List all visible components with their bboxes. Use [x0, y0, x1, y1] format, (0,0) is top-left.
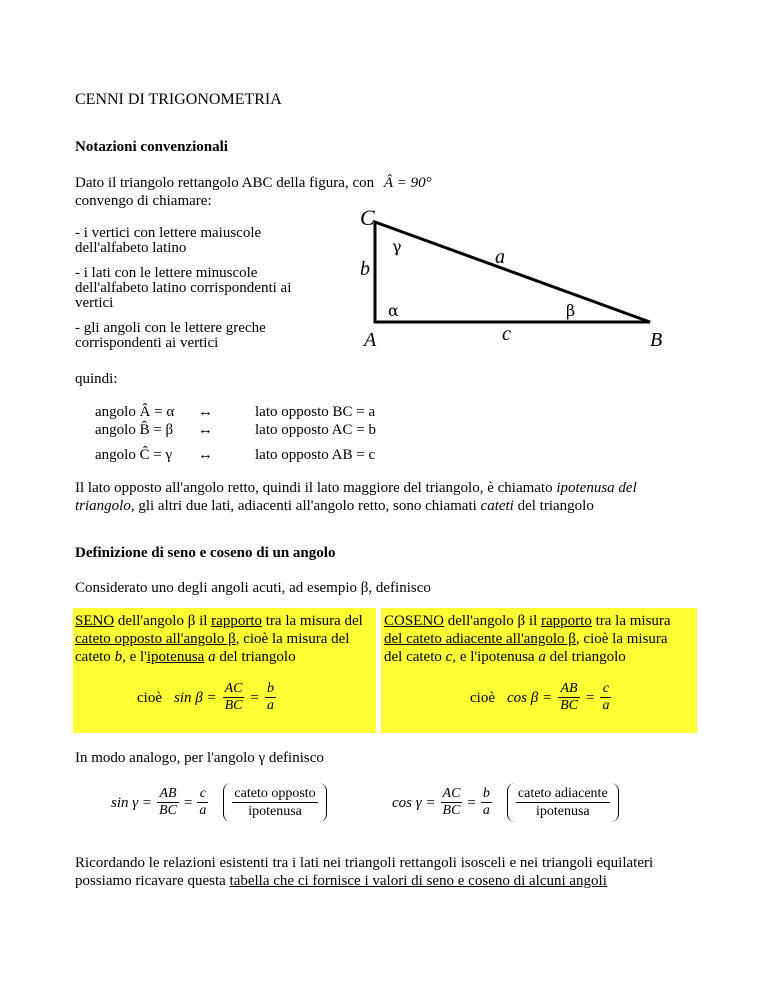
section-heading-notations: Notazioni convenzionali [75, 139, 228, 155]
coseno-line1 [384, 612, 671, 630]
seno-text-end: tra la misura del [262, 613, 363, 629]
angle-label-gamma: γ [392, 237, 402, 256]
closing-line1: Ricordando le relazioni esistenti tra i lati nei triangoli rettangoli isosceli e nei triangoli equilateri [75, 855, 654, 871]
intro-line2: convengo di chiamare: [75, 193, 212, 209]
mapping-angle-alpha: angolo Â = α [95, 404, 175, 420]
coseno-fraction-1 [558, 681, 580, 714]
bullet-vertices-line2: dell'alfabeto latino [75, 240, 187, 256]
triangle-shape [375, 222, 650, 322]
frac-num: b [482, 786, 490, 801]
bullet-sides-line2: dell'alfabeto latino corrispondenti ai [75, 280, 292, 296]
section2-intro: Considerato uno degli angoli acuti, ad esempio β, definisco [75, 580, 431, 596]
words-den: ipotenusa [248, 804, 302, 819]
coseno-cateto-adiacente: del cateto adiacente all'angolo β [384, 631, 576, 647]
coseno-formula: cioè cos β = $\frac{AB}{BC}$ = $\frac{c}{a}$ [470, 681, 610, 713]
sin-gamma-frac-1 [157, 786, 179, 819]
frac-num: AC [224, 681, 243, 696]
words-num: cateto adiacente [517, 786, 608, 801]
mapping-side-c: lato opposto AB = c [255, 447, 376, 463]
hyp-term: ipotenusa del [556, 480, 637, 496]
words-num: cateto opposto [234, 786, 316, 801]
frac-den: a [482, 803, 490, 818]
seno-text: dell'angolo β il [114, 613, 212, 629]
coseno-rapporto: rapporto [541, 613, 592, 629]
bullet-sides-line3: vertici [75, 295, 114, 311]
intro-line1: Dato il triangolo rettangolo ABC della figura, con [75, 175, 375, 191]
frac-den: BC [159, 803, 177, 818]
frac-num: b [266, 681, 274, 696]
coseno-line3 [384, 648, 626, 666]
seno-fraction-2 [265, 681, 276, 714]
coseno-l3f: a [538, 649, 546, 665]
frac-den: a [602, 698, 610, 713]
words-den: ipotenusa [535, 804, 590, 819]
side-label-b: b [360, 258, 370, 280]
hyp-term-cont: triangolo [75, 498, 131, 514]
quindi-label: quindi: [75, 371, 118, 387]
coseno-text-end: tra la misura [591, 613, 671, 629]
cateti-text: , gli altri due lati, adiacenti all'angolo retto, sono chiamati [130, 498, 481, 514]
angle-label-beta: β [566, 301, 576, 320]
seno-line2 [75, 630, 349, 648]
frac-num: AB [157, 786, 179, 803]
cos-gamma-fn: cos γ = [392, 794, 436, 811]
frac-den: a [266, 698, 274, 713]
frac-den: BC [442, 803, 461, 818]
intro-text [75, 174, 432, 192]
coseno-term: COSENO [384, 613, 445, 629]
mapping-arrow: ↔ [198, 422, 213, 438]
cos-gamma-formula: cos γ = $\frac{AC}{BC}$ = $\frac{b}{a}$ $\frac{\text{cateto adiacente}}{\text{ipotenusa}}$ [392, 783, 619, 822]
cos-gamma-words [507, 783, 619, 822]
frac-den: a [199, 803, 207, 818]
mapping-arrow: ↔ [198, 404, 213, 420]
closing-line2 [75, 872, 607, 890]
seno-line1 [75, 612, 363, 630]
section-heading-definitions: Definizione di seno e coseno di un angolo [75, 545, 336, 561]
right-triangle-figure [340, 200, 680, 360]
coseno-l3b: c [445, 649, 453, 665]
bullet-angles-line2: corrispondenti ai vertici [75, 335, 219, 351]
page-title: CENNI DI TRIGONOMETRIA [75, 91, 282, 108]
seno-ipotenusa: ipotenusa [146, 649, 205, 665]
coseno-formula-fn: cos β = [506, 689, 553, 706]
seno-formula-fn: sin β = [173, 689, 217, 706]
angle-label-alpha: α [388, 301, 399, 320]
cos-gamma-frac-2 [481, 786, 492, 819]
seno-l3c: , e l' [122, 649, 147, 665]
closing-line2-text: possiamo ricavare questa [75, 873, 230, 889]
sin-gamma-formula: sin γ = $\frac{AB}{BC}$ = $\frac{c}{a}$ $\frac{\text{cateto opposto}}{\text{ipotenusa}}$ [111, 783, 327, 822]
mapping-angle-gamma: angolo Ĉ = γ [95, 447, 173, 463]
frac-den: BC [224, 698, 243, 713]
mapping-side-a: lato opposto BC = a [255, 404, 376, 420]
vertex-label-B: B [650, 329, 663, 351]
seno-rapporto: rapporto [211, 613, 262, 629]
cos-gamma-frac-1 [441, 786, 463, 819]
mapping-side-b: lato opposto AC = b [255, 422, 376, 438]
side-label-c: c [502, 323, 511, 345]
coseno-l3g: del triangolo [545, 649, 626, 665]
side-label-a: a [495, 246, 505, 268]
mapping-angle-beta: angolo B̂ = β [95, 422, 174, 438]
sin-gamma-fn: sin γ = [111, 794, 153, 811]
hypotenuse-paragraph-line2 [75, 497, 594, 515]
coseno-l3c: , e l'ipotenusa [452, 649, 539, 665]
hypotenuse-paragraph-line1 [75, 479, 637, 497]
vertex-label-C: C [360, 205, 375, 230]
seno-fraction-1 [223, 681, 245, 714]
seno-l3b: b [114, 649, 123, 665]
table-reference: tabella che ci fornisce i valori di seno e coseno di alcuni angoli [229, 873, 607, 889]
cateti-term: cateti [480, 498, 514, 514]
seno-cateto-opposto: cateto opposto all'angolo β [75, 631, 236, 647]
coseno-formula-prefix: cioè [470, 689, 495, 706]
frac-num: c [600, 681, 611, 698]
seno-formula: cioè sin β = $\frac{AC}{BC}$ = $\frac{b}{a}$ [137, 681, 274, 713]
sin-gamma-words [223, 783, 326, 822]
frac-num: AB [558, 681, 580, 698]
sin-gamma-frac-2 [197, 786, 208, 819]
vertex-label-A: A [364, 329, 377, 351]
coseno-line2-rest: , cioè la misura [575, 631, 668, 647]
seno-l3a: cateto [75, 649, 115, 665]
frac-num: c [197, 786, 208, 803]
coseno-fraction-2 [600, 681, 611, 714]
seno-formula-prefix: cioè [137, 689, 162, 706]
frac-num: AC [442, 786, 461, 801]
mapping-arrow: ↔ [198, 447, 213, 463]
coseno-l3a: del cateto [384, 649, 446, 665]
seno-line2-rest: , cioè la misura del [235, 631, 350, 647]
seno-line3 [75, 648, 296, 666]
right-angle-formula: Â = 90° [383, 175, 432, 191]
coseno-line2 [384, 630, 668, 648]
coseno-text: dell'angolo β il [444, 613, 542, 629]
frac-den: BC [560, 698, 578, 713]
seno-l3f: a [208, 649, 216, 665]
gamma-intro: In modo analogo, per l'angolo γ definisco [75, 750, 324, 766]
bullet-sides-line1: - i lati con le lettere minuscole [75, 265, 258, 281]
bullet-angles-line1: - gli angoli con le lettere greche [75, 320, 266, 336]
seno-l3g: del triangolo [215, 649, 296, 665]
cateti-text-end: del triangolo [513, 498, 594, 514]
seno-term: SENO [75, 613, 115, 629]
hyp-text: Il lato opposto all'angolo retto, quindi il lato maggiore del triangolo, è chiamato [75, 480, 557, 496]
bullet-vertices-line1: - i vertici con lettere maiuscole [75, 225, 262, 241]
